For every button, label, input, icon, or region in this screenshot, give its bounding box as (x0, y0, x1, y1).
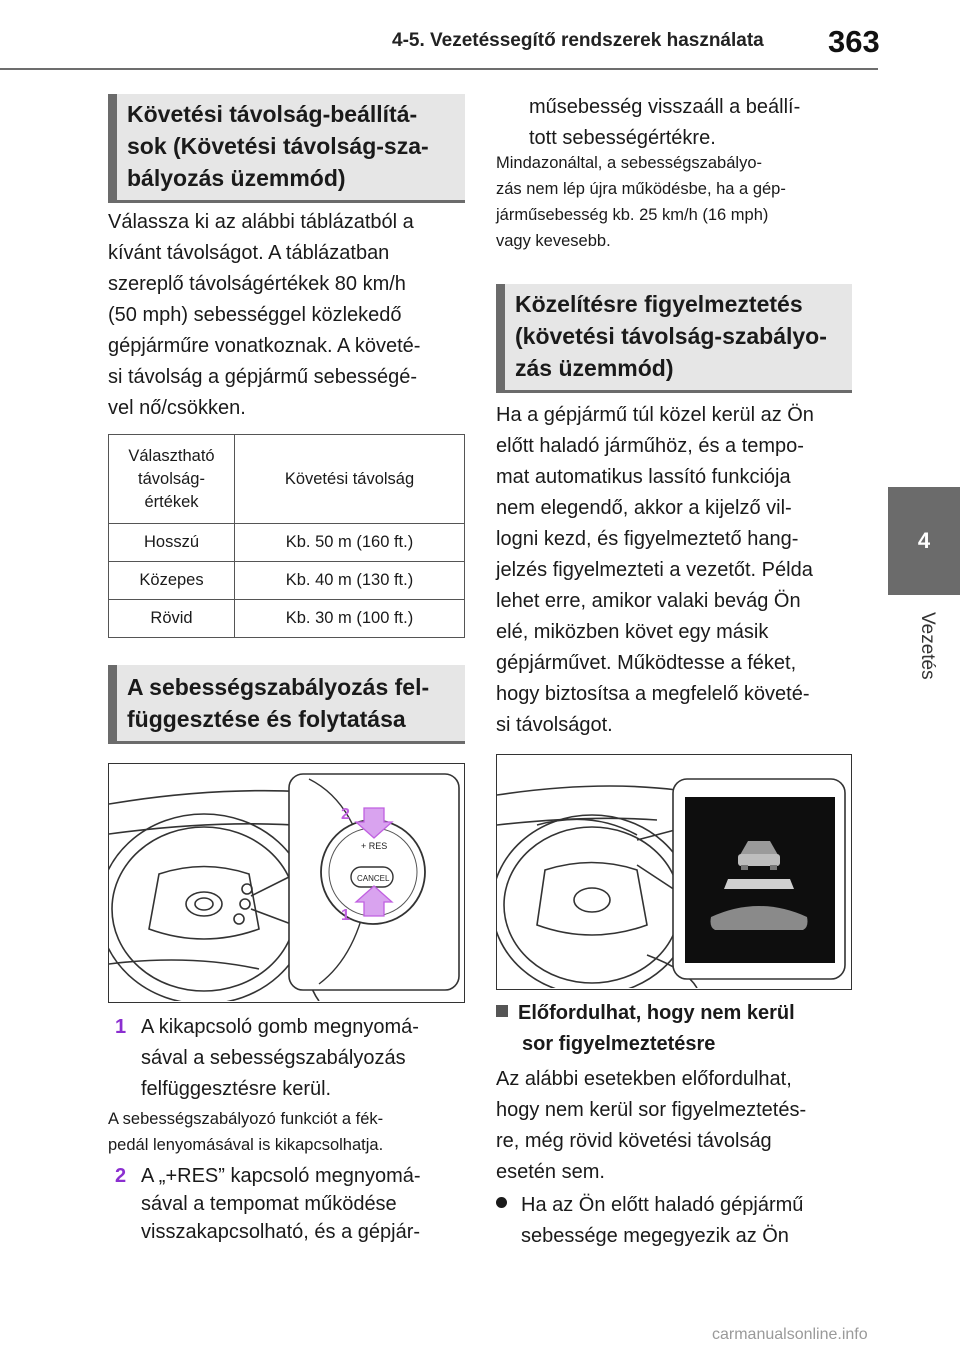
heading-line: A sebességszabályozás fel- (127, 674, 430, 700)
text-line: mat automatikus lassító funkciója (496, 466, 791, 488)
table-cell: Kb. 30 m (100 ft.) (235, 600, 465, 638)
table-header-cell: Követési távolság (235, 435, 465, 524)
chapter-label: Vezetés (917, 612, 938, 680)
chapter-number-box (888, 487, 960, 595)
note-speed-threshold (496, 150, 856, 254)
text-line: jelzés figyelmezteti a vezetőt. Példa (496, 559, 813, 581)
text-line: A sebességszabályozó funkciót a fék- (108, 1110, 384, 1128)
text-line: gépjárművet. Működtesse a féket, (496, 652, 797, 674)
table-cell: Rövid (109, 600, 235, 638)
text-line: műsebesség visszaáll a beállí- (529, 96, 801, 118)
paragraph-approach-warning (496, 400, 856, 741)
section-heading-following-distance (108, 94, 465, 203)
text-line: hogy biztosítsa a megfelelő követé- (496, 683, 810, 705)
text-line: lehet erre, amikor valaki bevág Ön (496, 590, 801, 612)
section-heading-approach-warning (496, 284, 852, 393)
page-number: 363 (828, 24, 880, 59)
text-line: sebessége megegyezik az Ön (521, 1225, 789, 1247)
text-line: pedál lenyomásával is kikapcsolhatja. (108, 1136, 384, 1154)
table-cell: Kb. 50 m (160 ft.) (235, 524, 465, 562)
text-line: Az alábbi esetekben előfordulhat, (496, 1068, 792, 1090)
table-cell: Hosszú (109, 524, 235, 562)
text-line: logni kezd, és figyelmeztető hang- (496, 528, 799, 550)
table-row (109, 600, 465, 638)
text-line: járműsebesség kb. 25 km/h (16 mph) (496, 206, 769, 224)
header-line: Választható (128, 446, 215, 465)
chapter-side-tab (880, 0, 960, 1352)
heading-line: sok (Követési távolság-sza- (127, 133, 429, 159)
text-line: visszakapcsolható, és a gépjár- (141, 1221, 421, 1243)
callout-number-2: 2 (341, 806, 350, 823)
text-line: gépjárműre vonatkoznak. A követé- (108, 335, 421, 357)
running-header: 4-5. Vezetéssegítő rendszerek használata (392, 30, 764, 51)
text-line: hogy nem kerül sor figyelmeztetés- (496, 1099, 807, 1121)
table-row (109, 562, 465, 600)
step-number: 2 (115, 1165, 127, 1187)
dashboard-illustration (497, 755, 850, 988)
figure-steering-wheel-switch (108, 763, 465, 1003)
header-line: értékek (144, 492, 199, 511)
header-rule (0, 68, 878, 70)
text-line: si távolságot. (496, 714, 613, 736)
section-heading-suspend-resume (108, 665, 465, 744)
text-line: A kikapcsoló gomb megnyomá- (141, 1016, 419, 1038)
text-line: szereplő távolságértékek 80 km/h (108, 273, 406, 295)
table-cell: Közepes (109, 562, 235, 600)
text-line: zás nem lép újra működésbe, ha a gép- (496, 180, 786, 198)
text-line: A „+RES” kapcsoló megnyomá- (141, 1165, 421, 1187)
step-2 (115, 1162, 465, 1246)
bullet-item (496, 1190, 856, 1252)
steering-wheel-illustration (109, 764, 463, 1001)
square-bullet-icon (496, 1005, 508, 1017)
text-line: Mindazonáltal, a sebességszabályo- (496, 154, 762, 172)
table-header-row (109, 435, 465, 524)
distance-table (108, 434, 465, 638)
res-label: + RES (361, 841, 388, 851)
text-line: Ha az Ön előtt haladó gépjármű (521, 1194, 804, 1216)
heading-line: Közelítésre figyelmeztetés (515, 291, 803, 317)
header-line: távolság- (138, 469, 205, 488)
step-2-continued (529, 92, 859, 154)
callout-number-1: 1 (341, 907, 350, 924)
table-cell: Kb. 40 m (130 ft.) (235, 562, 465, 600)
text-line: Előfordulhat, hogy nem kerül (518, 1002, 795, 1024)
text-line: Válassza ki az alábbi táblázatból a (108, 211, 414, 233)
subheading-no-warning (496, 998, 856, 1060)
text-line: (50 mph) sebességgel közlekedő (108, 304, 402, 326)
text-line: sor figyelmeztetésre (522, 1033, 716, 1055)
text-line: vagy kevesebb. (496, 232, 611, 250)
text-line: vel nő/csökken. (108, 397, 246, 419)
paragraph-distance-intro (108, 207, 468, 424)
text-line: esetén sem. (496, 1161, 605, 1183)
bullet-dot-icon (496, 1197, 507, 1208)
step-1 (115, 1012, 465, 1105)
distance-bar (724, 879, 794, 889)
heading-line: Követési távolság-beállítá- (127, 101, 418, 127)
watermark: carmanualsonline.info (712, 1326, 868, 1343)
heading-line: függesztése és folytatása (127, 706, 406, 732)
cancel-label: CANCEL (357, 874, 390, 883)
chapter-label-wrap (914, 612, 938, 692)
text-line: nem elegendő, akkor a kijelző vil- (496, 497, 792, 519)
text-line: előtt haladó járműhöz, és a tempo- (496, 435, 804, 457)
table-row (109, 524, 465, 562)
chapter-number: 4 (917, 528, 931, 553)
text-line: sával a sebességszabályozás (141, 1047, 406, 1069)
figure-approach-warning-display (496, 754, 852, 990)
text-line: re, még rövid követési távolság (496, 1130, 772, 1152)
text-line: kívánt távolságot. A táblázatban (108, 242, 390, 264)
text-line: Ha a gépjármű túl közel kerül az Ön (496, 404, 814, 426)
heading-line: (követési távolság-szabályo- (515, 323, 827, 349)
note-brake-cancel (108, 1106, 468, 1158)
heading-line: bályozás üzemmód) (127, 165, 346, 191)
heading-line: zás üzemmód) (515, 355, 674, 381)
text-line: elé, miközben követ egy másik (496, 621, 769, 643)
step-number: 1 (115, 1016, 127, 1038)
text-line: sával a tempomat működése (141, 1193, 397, 1215)
text-line: felfüggesztésre kerül. (141, 1078, 332, 1100)
text-line: si távolság a gépjármű sebességé- (108, 366, 418, 388)
text-line: tott sebességértékre. (529, 127, 716, 149)
paragraph-no-warning (496, 1064, 856, 1188)
table-header-cell (109, 435, 235, 524)
